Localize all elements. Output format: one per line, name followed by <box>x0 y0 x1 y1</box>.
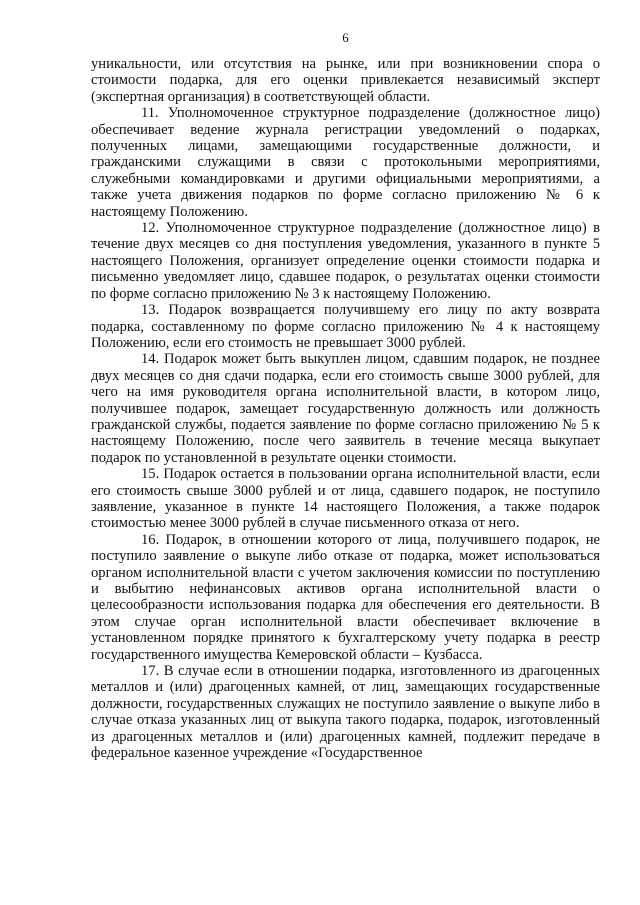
paragraph-12: 12. Уполномоченное структурное подразделение (должностное лицо) в течение двух месяцев со дня поступления уведомления, указанного в пункте 5 настоящего Положения, организует определение оценки стоимости подарка и письменно уведомляет лицо, сдавшее подарок, о результатах оценки стоимости по форме согласно приложению № 3 к настоящему Положению. <box>91 220 600 302</box>
paragraph-16: 16. Подарок, в отношении которого от лица, получившего подарок, не поступило заявление о выкупе либо отказе от подарка, может использоваться органом исполнительной власти с учетом заключения комиссии по поступлению и выбытию нефинансовых активов органа исполнительной власти о целесообразности использования подарка для обеспечения его деятельности. В этом случае орган исполнительной власти обеспечивает включение в установленном порядке принятого к бухгалтерскому учету подарка в реестр государственного имущества Кемеровской области – Кузбасса. <box>91 531 600 663</box>
paragraph-17: 17. В случае если в отношении подарка, изготовленного из драгоценных металлов и (или) драгоценных камней, от лиц, замещающих государственные должности, государственных служащих не поступило заявление о выкупе либо в случае отказа указанных лиц от выкупа такого подарка, подарок, изготовленный из драгоценных металлов и (или) драгоценных камней, подлежит передаче в федеральное казенное учреждение «Государственное <box>91 663 600 762</box>
paragraph-14: 14. Подарок может быть выкуплен лицом, сдавшим подарок, не позднее двух месяцев со дня сдачи подарка, если его стоимость свыше 3000 рублей, для чего на имя руководителя органа исполнительной власти, в котором лицо, получившее подарок, замещает государственную должность или должность гражданской службы, подается заявление по форме согласно приложению № 5 к настоящему Положению, после чего заявитель в течение месяца выкупает подарок по установленной в результате оценки стоимости. <box>91 351 600 466</box>
paragraph-13: 13. Подарок возвращается получившему его лицу по акту возврата подарка, составленному по форме согласно приложению № 4 к настоящему Положению, если его стоимость не превышает 3000 рублей. <box>91 302 600 351</box>
paragraph-11: 11. Уполномоченное структурное подразделение (должностное лицо) обеспечивает ведение журнала регистрации уведомлений о подарках, полученных лицами, замещающими государственные должности, и гражданскими служащими в связи с протокольными мероприятиями, служебными командировками и другими официальными мероприятиями, а также учета движения подарков по форме согласно приложению № 6 к настоящему Положению. <box>91 105 600 220</box>
paragraph-15: 15. Подарок остается в пользовании органа исполнительной власти, если его стоимость свыше 3000 рублей и от лица, сдавшего подарок, не поступило заявление, указанное в пункте 14 настоящего Положения, а также подарок стоимостью менее 3000 рублей в случае письменного отказа от него. <box>91 466 600 532</box>
paragraph-continuation: уникальности, или отсутствия на рынке, или при возникновении спора о стоимости подарка, для его оценки привлекается независимый эксперт (экспертная организация) в соответствующей области. <box>91 56 600 105</box>
document-body <box>91 56 600 761</box>
page-number: 6 <box>342 30 349 45</box>
